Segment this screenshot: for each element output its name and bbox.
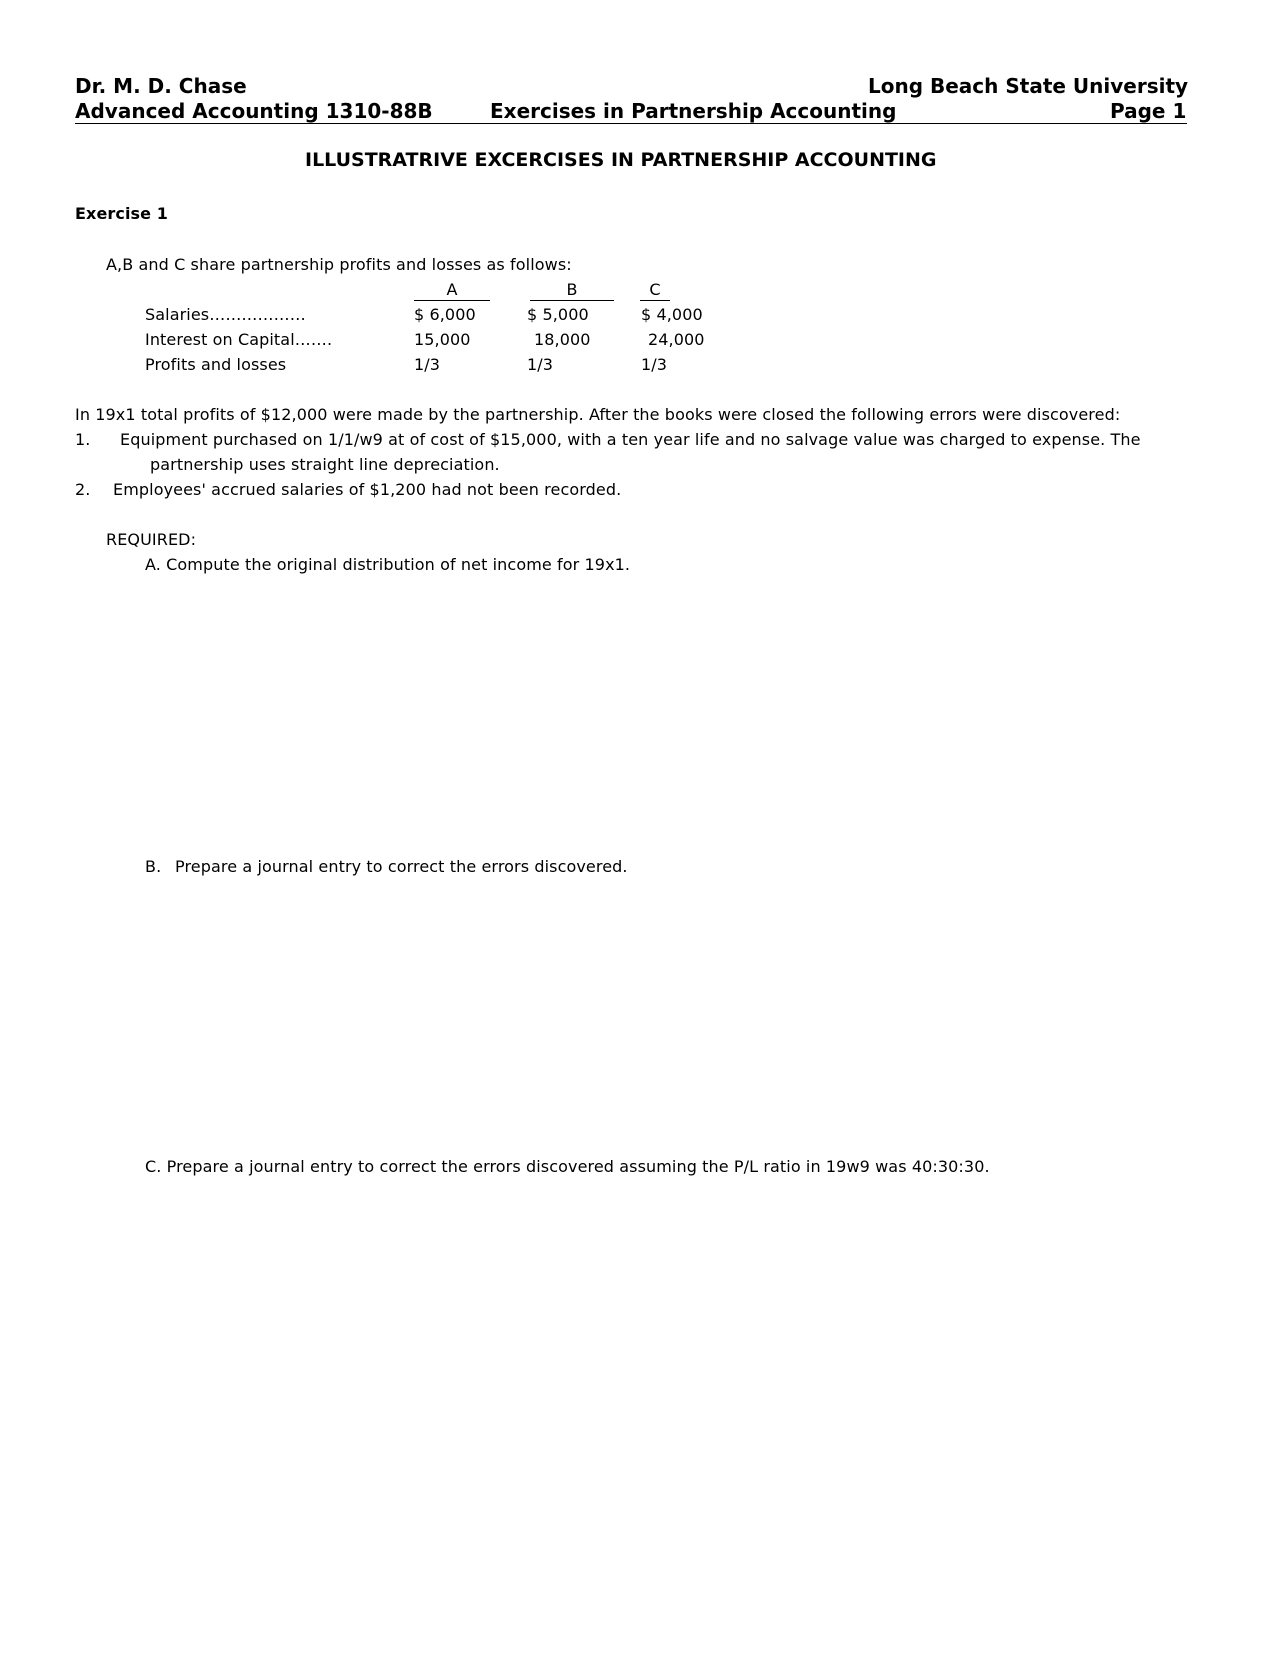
table-cell: 15,000 bbox=[414, 330, 471, 349]
error-number: 1. bbox=[75, 430, 91, 449]
exercise-narrative: In 19x1 total profits of $12,000 were made by the partnership. After the books were closed the following errors were discovered: bbox=[75, 405, 1121, 424]
table-row-label: Interest on Capital……. bbox=[145, 330, 333, 349]
table-cell: 1/3 bbox=[527, 355, 554, 374]
table-cell: $ 5,000 bbox=[527, 305, 589, 324]
error-description: Employees' accrued salaries of $1,200 had not been recorded. bbox=[113, 480, 622, 499]
part-a-instruction: A. Compute the original distribution of net income for 19x1. bbox=[145, 555, 631, 574]
table-cell: 18,000 bbox=[534, 330, 591, 349]
table-column-header-a: A bbox=[414, 280, 490, 301]
part-c-instruction: C. Prepare a journal entry to correct the errors discovered assuming the P/L ratio in 19w9 was 40:30:30. bbox=[145, 1157, 990, 1176]
error-description-continued: partnership uses straight line depreciation. bbox=[150, 455, 500, 474]
table-row-label: Salaries……………… bbox=[145, 305, 306, 324]
header-rule bbox=[75, 123, 1187, 124]
required-label: REQUIRED: bbox=[106, 530, 197, 549]
course-name: Advanced Accounting 1310-88B bbox=[75, 99, 433, 123]
error-number: 2. bbox=[75, 480, 91, 499]
document-subject: Exercises in Partnership Accounting bbox=[490, 99, 897, 123]
table-cell: $ 4,000 bbox=[641, 305, 703, 324]
table-column-header-b: B bbox=[530, 280, 614, 301]
error-description: Equipment purchased on 1/1/w9 at of cost of $15,000, with a ten year life and no salvage value was charged to expense. The bbox=[120, 430, 1141, 449]
university-name: Long Beach State University bbox=[868, 74, 1189, 98]
table-cell: 1/3 bbox=[414, 355, 441, 374]
exercise-intro: A,B and C share partnership profits and losses as follows: bbox=[106, 255, 572, 274]
part-b-letter: B. bbox=[145, 857, 162, 876]
table-cell: 1/3 bbox=[641, 355, 668, 374]
table-cell: $ 6,000 bbox=[414, 305, 476, 324]
table-row-label: Profits and losses bbox=[145, 355, 287, 374]
table-cell: 24,000 bbox=[648, 330, 705, 349]
exercise-heading: Exercise 1 bbox=[75, 204, 169, 223]
author-name: Dr. M. D. Chase bbox=[75, 74, 247, 98]
page-title: ILLUSTRATRIVE EXCERCISES IN PARTNERSHIP ACCOUNTING bbox=[305, 149, 937, 171]
page-number: Page 1 bbox=[1110, 99, 1187, 123]
table-column-header-c: C bbox=[640, 280, 670, 301]
part-b-instruction: Prepare a journal entry to correct the errors discovered. bbox=[175, 857, 628, 876]
